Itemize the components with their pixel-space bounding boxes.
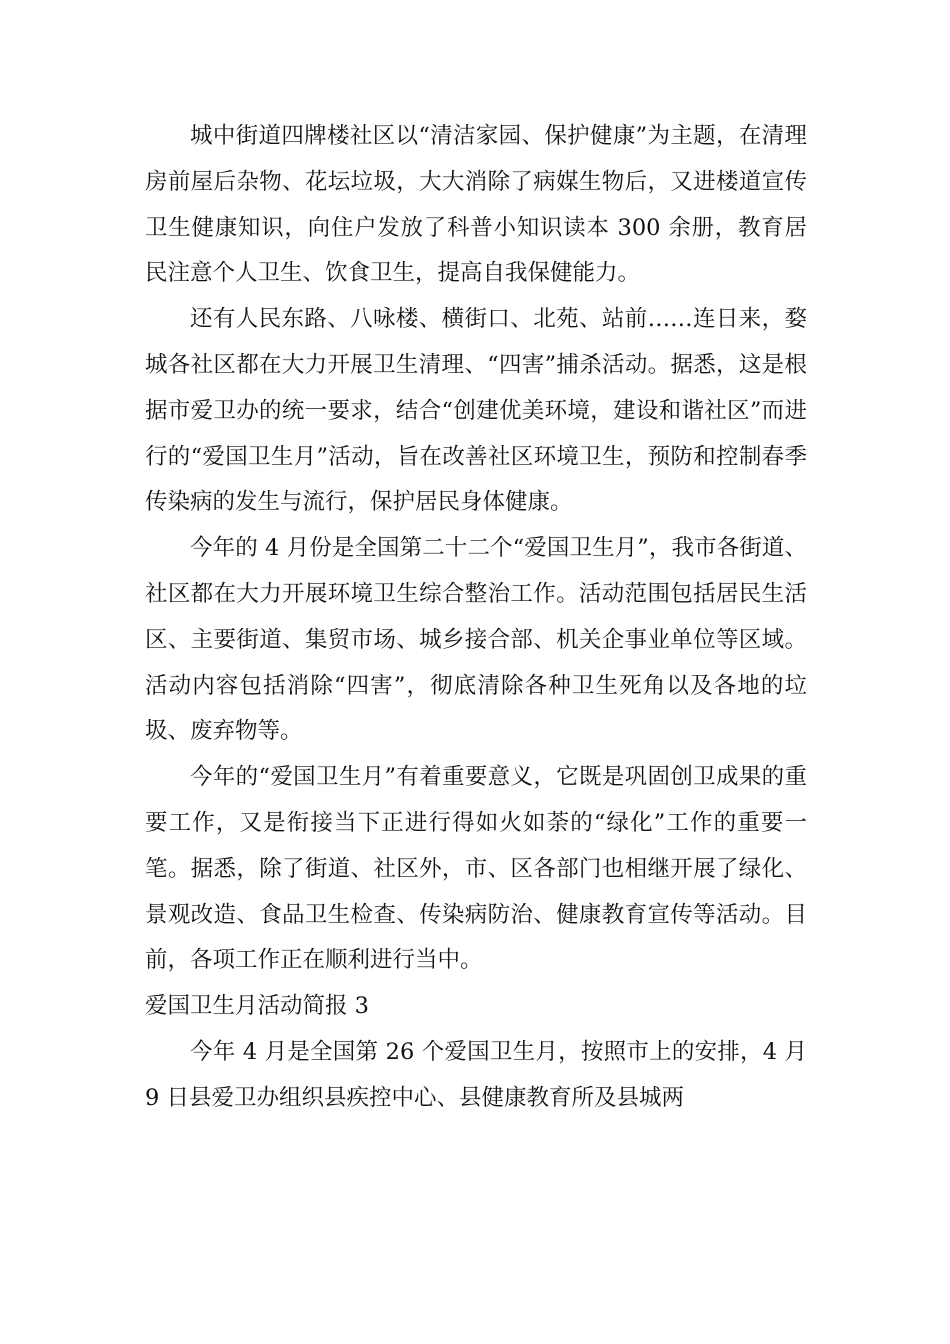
section-heading: 爱国卫生月活动简报 3 <box>145 993 369 1020</box>
document-body <box>145 114 807 1122</box>
paragraph-district-activities: 还有人民东路、八咏楼、横街口、北苑、站前……连日来，婺城各社区都在大力开展卫生清理、“四害”捕杀活动。据悉，这是根据市爱卫办的统一要求，结合“创建优美环境，建设和谐社区”而进行的“爱国卫生月”活动，旨在改善社区环境卫生，预防和控制春季传染病的发生与流行，保护居民身体健康。 <box>145 306 807 516</box>
paragraph-community-cleanup: 城中街道四牌楼社区以“清洁家园、保护健康”为主题，在清理房前屋后杂物、花坛垃圾，大大消除了病媒生物后，又进楼道宣传卫生健康知识，向住户发放了科普小知识读本 300 余册，教育居民注意个人卫生、饮食卫生，提高自我保健能力。 <box>145 123 807 287</box>
paragraph-national-health-month: 今年的 4 月份是全国第二十二个“爱国卫生月”，我市各街道、社区都在大力开展环境卫生综合整治工作。活动范围包括居民生活区、主要街道、集贸市场、城乡接合部、机关企事业单位等区域。活动内容包括消除“四害”，彻底清除各种卫生死角以及各地的垃圾、废弃物等。 <box>145 535 807 745</box>
paragraph-briefing-3-intro: 今年 4 月是全国第 26 个爱国卫生月，按照市上的安排，4 月 9 日县爱卫办组织县疾控中心、县健康教育所及县城两 <box>145 1038 807 1111</box>
paragraph-significance: 今年的“爱国卫生月”有着重要意义，它既是巩固创卫成果的重要工作，又是衔接当下正进行得如火如荼的“绿化”工作的重要一笔。据悉，除了街道、社区外，市、区各部门也相继开展了绿化、景观改造、食品卫生检查、传染病防治、健康教育宣传等活动。目前，各项工作正在顺利进行当中。 <box>145 764 807 974</box>
